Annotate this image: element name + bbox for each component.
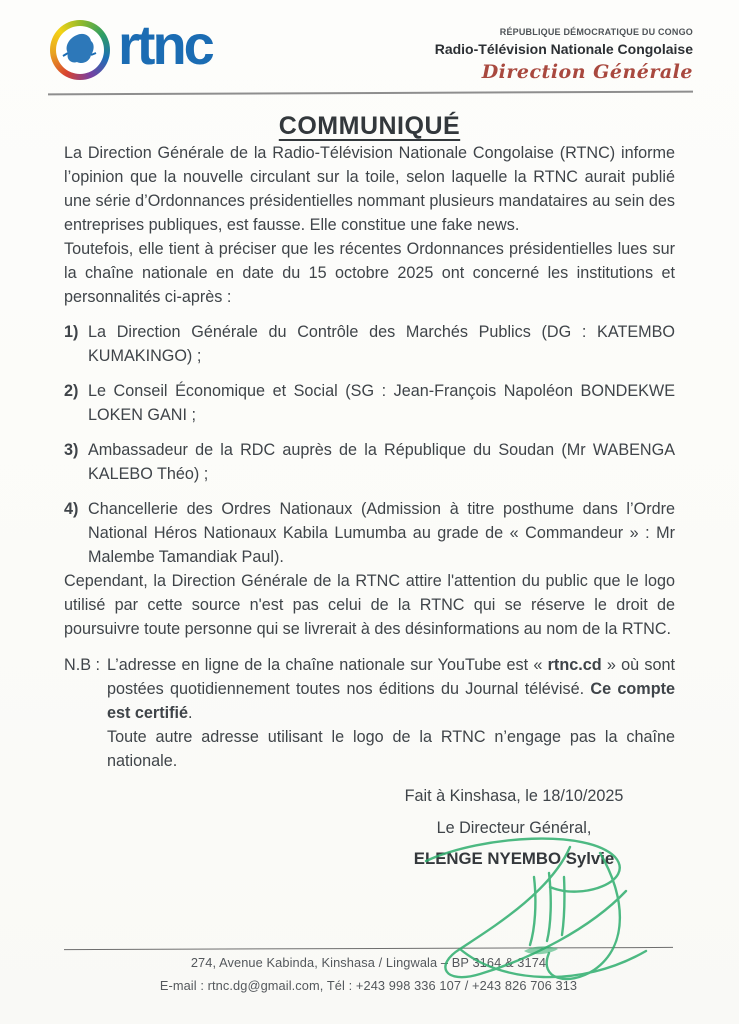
nb-second-paragraph: Toute autre adresse utilisant le logo de la RTNC n’engage pas la chaîne nationale. xyxy=(107,727,675,770)
header-divider xyxy=(48,90,693,95)
signer-name: ELENGE NYEMBO Sylvie xyxy=(413,848,615,868)
list-item-number: 2) xyxy=(64,381,79,400)
drc-map-icon xyxy=(60,30,100,70)
ordinance-list xyxy=(64,320,675,569)
rtnc-logo xyxy=(50,13,212,80)
nb-label: N.B : xyxy=(64,655,100,674)
youtube-handle: rtnc.cd xyxy=(547,655,602,674)
organization-name: Radio-Télévision Nationale Congolaise xyxy=(434,41,693,58)
nb-text-2: » où sont postées quotidiennement toutes nos éditions du Journal télévisé. xyxy=(107,655,675,698)
list-item-text: Chancellerie des Ordres Nationaux (Admission à titre posthume dans l’Ordre National Héros Nationaux Kabila Lumumba au grade de « Commandeur » : Mr Malembe Tamandiak Paul). xyxy=(88,499,675,566)
signer-role: Le Directeur Général, xyxy=(436,818,592,837)
list-item-number: 1) xyxy=(64,322,79,341)
certified-statement: Ce compte est certifié xyxy=(107,679,675,722)
list-item-text: Ambassadeur de la RDC auprès de la République du Soudan (Mr WABENGA KALEBO Théo) ; xyxy=(88,440,675,483)
letterhead xyxy=(0,0,739,86)
rtnc-wordmark: rtnc xyxy=(118,13,212,76)
list-item-text: La Direction Générale du Contrôle des Marchés Publics (DG : KATEMBO KUMAKINGO) ; xyxy=(88,322,675,365)
rtnc-logo-ring-icon xyxy=(50,20,110,80)
letterhead-right xyxy=(435,26,693,86)
division-name: Direction Générale xyxy=(481,61,693,84)
list-item xyxy=(64,497,675,569)
nb-text-3: . xyxy=(187,703,193,722)
paragraph-cependant: Cependant, la Direction Générale de la RTNC attire l'attention du public que le logo utilisé par cette source n'est pas celui de la RTNC qui se réserve le droit de poursuivre toute personne qui se livrerait à des désinformations au nom de la RTNC. xyxy=(64,571,675,638)
nb-text-1: L’adresse en ligne de la chaîne nationale sur YouTube est « xyxy=(107,655,548,674)
list-item-text: Le Conseil Économique et Social (SG : Jean-François Napoléon BONDEKWE LOKEN GANI ; xyxy=(88,381,675,424)
footer-contact: E-mail : rtnc.dg@gmail.com, Tél : +243 998 336 107 / +243 826 706 313 xyxy=(159,978,578,993)
paragraph-intro: La Direction Générale de la Radio-Télévision Nationale Congolaise (RTNC) informe l’opinion que la nouvelle circulant sur la toile, selon laquelle la RTNC aurait publié une série d’Ordonnances présidentielles nommant plusieurs mandataires au sein des entreprises publiques, est fausse. Elle constitue une fake news. xyxy=(64,143,675,234)
footer-address: 274, Avenue Kabinda, Kinshasa / Lingwala – BP 3164 & 3174 xyxy=(190,955,547,970)
rtnc-logo-inner xyxy=(56,26,104,74)
list-item xyxy=(64,379,675,427)
country-name: RÉPUBLIQUE DÉMOCRATIQUE DU CONGO xyxy=(499,27,693,37)
document-body xyxy=(0,141,739,773)
place-and-date: Fait à Kinshasa, le 18/10/2025 xyxy=(404,786,624,805)
page-footer xyxy=(64,948,673,995)
list-item-number: 3) xyxy=(64,440,79,459)
document-title: COMMUNIQUÉ xyxy=(278,111,461,140)
paragraph-toutefois: Toutefois, elle tient à préciser que les récentes Ordonnances présidentielles lues sur la chaîne nationale en date du 15 octobre 2025 ont concerné les institutions et personnalités ci-après : xyxy=(64,239,675,306)
footer-divider xyxy=(64,947,673,950)
list-item-number: 4) xyxy=(64,499,79,518)
signature-block xyxy=(359,787,669,869)
nota-bene xyxy=(64,653,675,725)
list-item xyxy=(64,438,675,486)
list-item xyxy=(64,320,675,368)
